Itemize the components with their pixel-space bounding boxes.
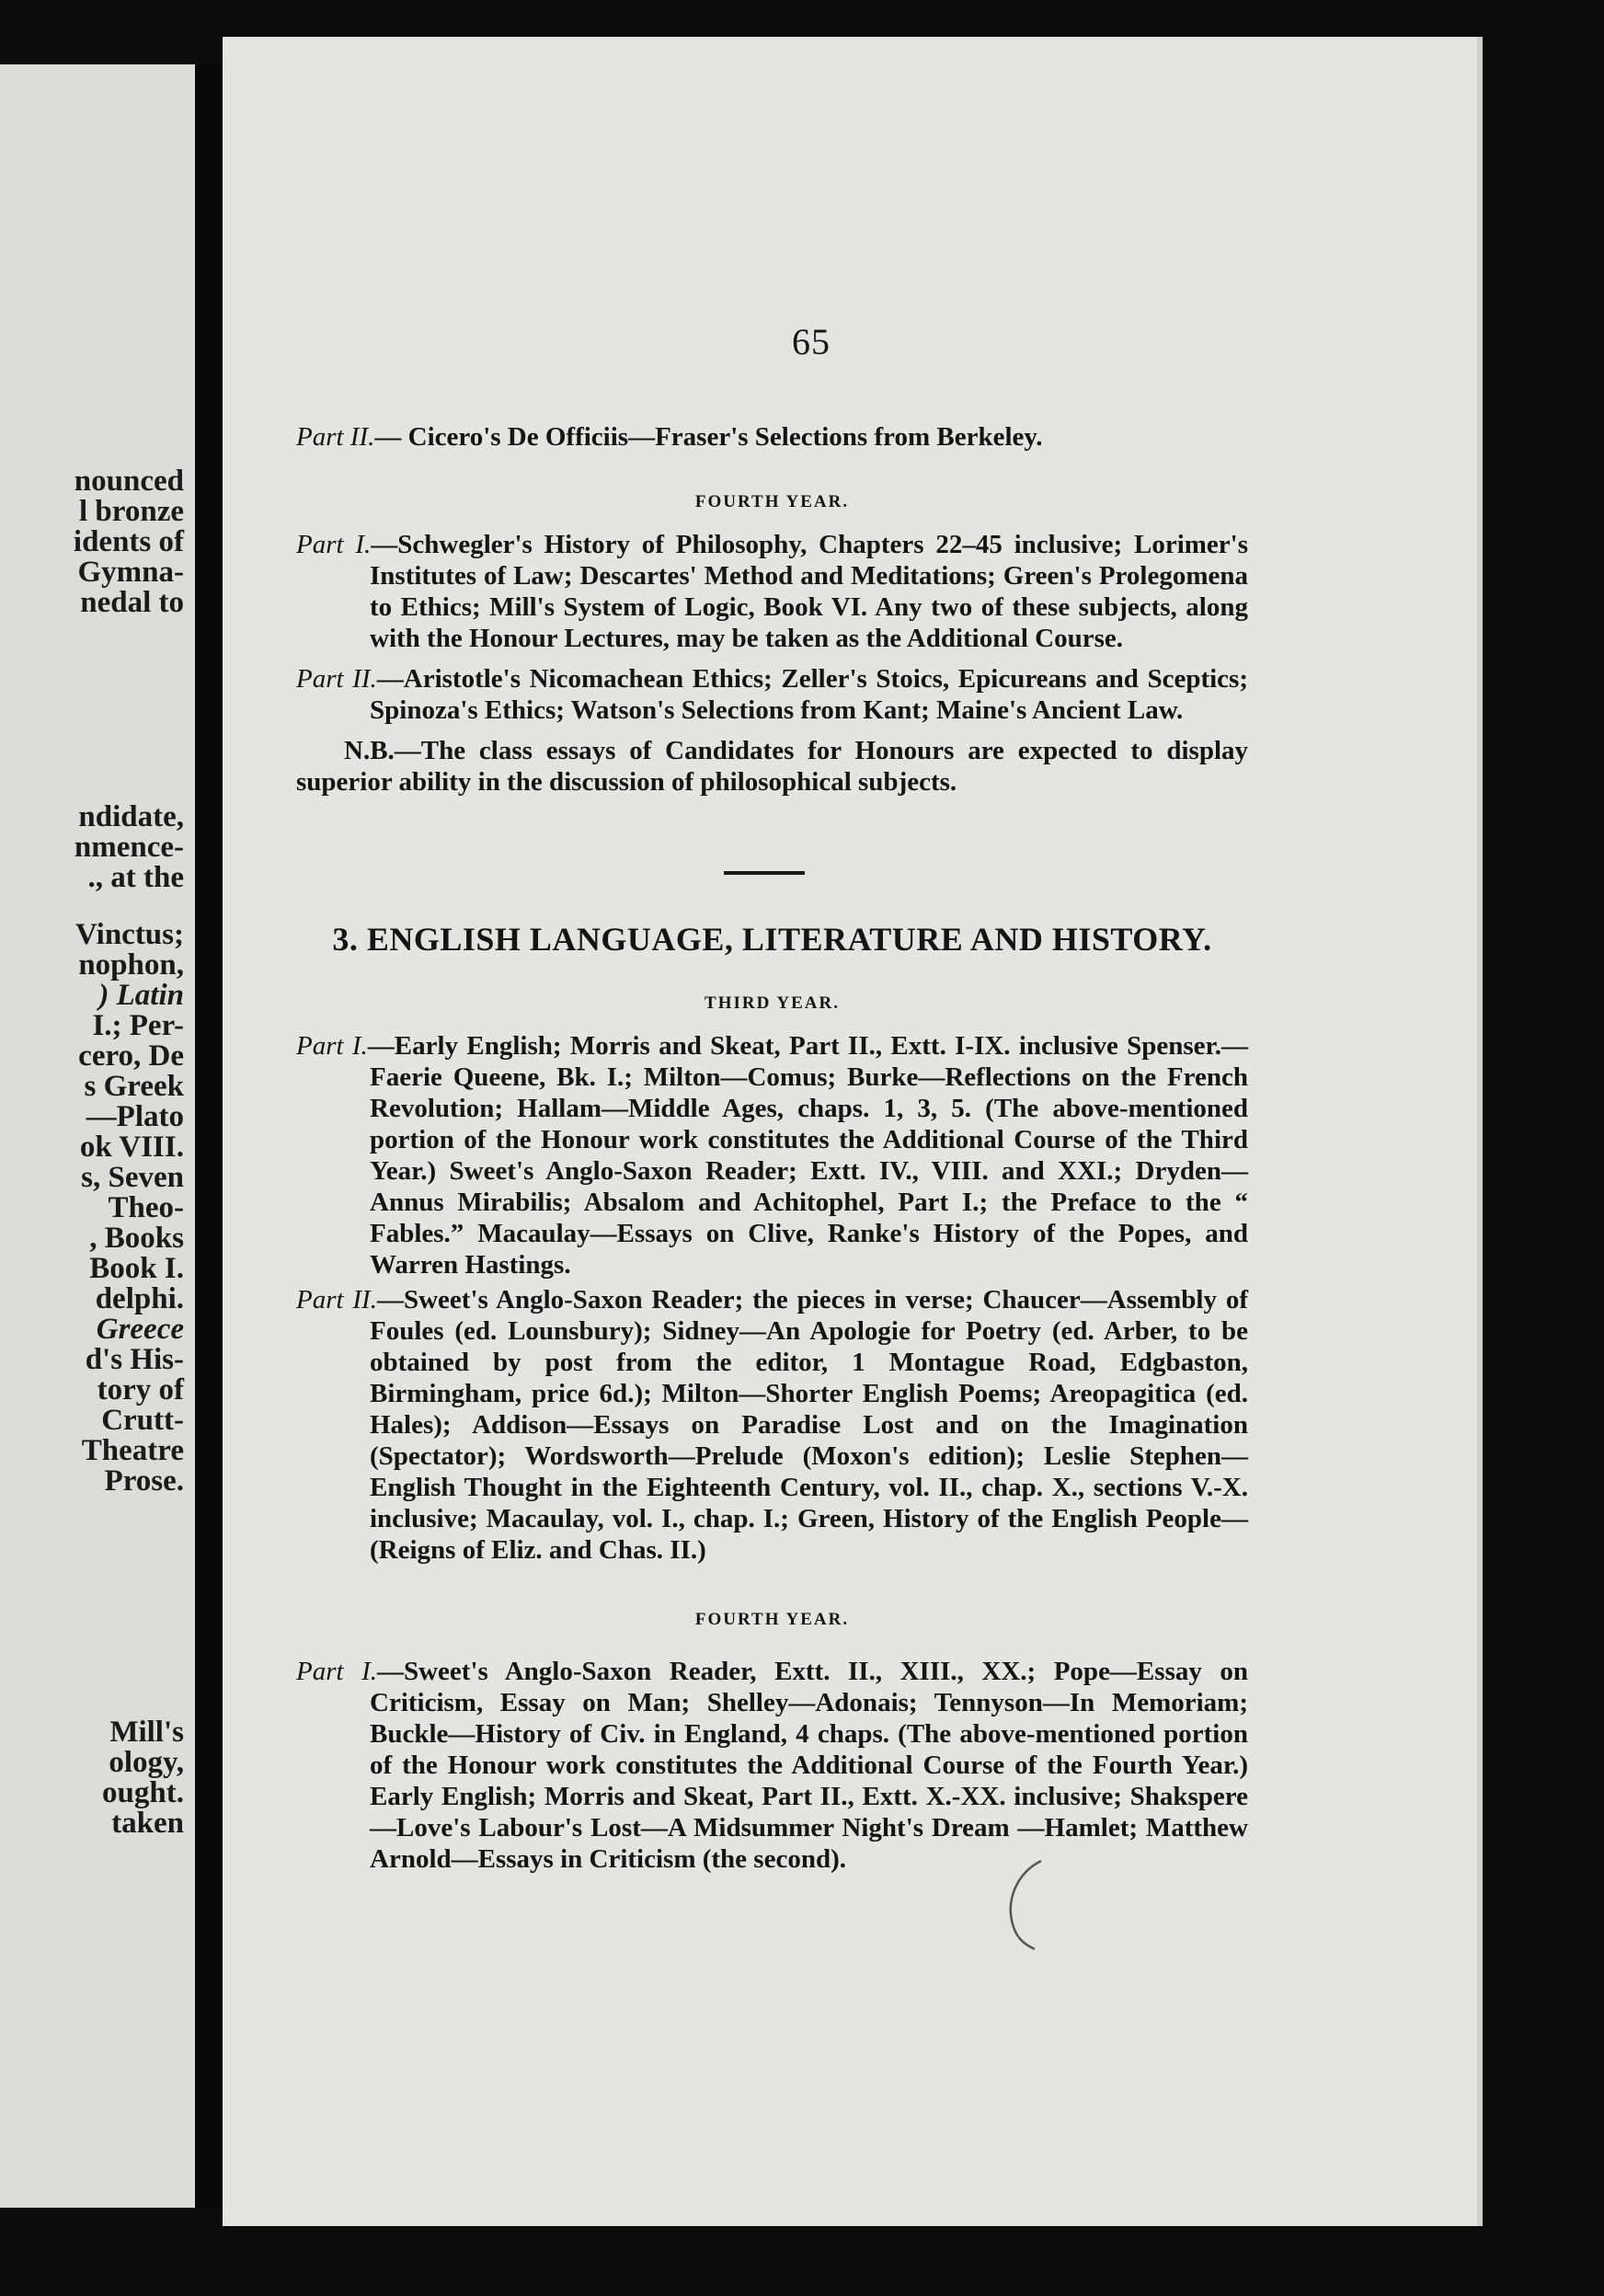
adjacent-page-line: s, Seven: [81, 1161, 184, 1194]
course-entry: [296, 421, 1248, 453]
adjacent-page-line: —Plato: [86, 1100, 184, 1133]
course-text: — Cicero's De Officiis—Fraser's Selections from Berkeley.: [374, 422, 1043, 452]
adjacent-page-line: ought.: [102, 1776, 184, 1809]
adjacent-page-line: ., at the: [87, 861, 184, 894]
english-fourth-year: [296, 1656, 1248, 1875]
adjacent-page-line: nmence-: [74, 831, 184, 864]
section-heading: 3. ENGLISH LANGUAGE, LITERATURE AND HISTORY.: [332, 921, 1212, 958]
course-entry: [296, 663, 1248, 726]
adjacent-page-line: tory of: [97, 1373, 184, 1406]
course-entry: [296, 1656, 1248, 1875]
adjacent-page-line: d's His-: [85, 1343, 184, 1376]
book-gutter: [195, 64, 223, 2208]
adjacent-page-fragment: [0, 64, 195, 2208]
adjacent-page-line: s Greek: [84, 1070, 184, 1103]
course-text: —Schwegler's History of Philosophy, Chapters 22–45 inclusive; Lorimer's Institutes of Law; Descartes' Method and Meditations; Green's Prolegomena to Ethics; Mill's System of Logic, Book VI. Any two of these subjects, along with the Honour Lectures, may be taken as the Additional Course.: [370, 530, 1248, 653]
page-edge: [1477, 37, 1483, 2226]
adjacent-page-line: Book I.: [89, 1252, 184, 1285]
page-number: 65: [792, 321, 831, 362]
part-label: Part II.: [296, 1285, 377, 1314]
course-entry: [296, 1030, 1248, 1280]
honours-note: N.B.—The class essays of Candidates for Honours are expected to display superior ability in the discussion of philosophical subjects.: [296, 736, 1248, 797]
adjacent-page-line: ) Latin: [98, 979, 184, 1012]
adjacent-page-line: Greece: [96, 1313, 184, 1346]
part-label: Part II.: [296, 664, 377, 694]
year-heading: FOURTH YEAR.: [694, 1610, 850, 1629]
part-ii-paragraph: [296, 421, 1248, 453]
adjacent-page-line: Vinctus;: [75, 918, 184, 951]
course-entry: [296, 1284, 1248, 1566]
adjacent-page-line: delphi.: [95, 1282, 184, 1315]
adjacent-page-line: idents of: [73, 525, 184, 558]
course-text: —Aristotle's Nicomachean Ethics; Zeller's Stoics, Epicureans and Sceptics; Spinoza's Ethics; Watson's Selections from Kant; Maine's Ancient Law.: [370, 664, 1248, 725]
year-heading: THIRD YEAR.: [705, 993, 840, 1013]
year-heading: FOURTH YEAR.: [694, 492, 850, 511]
part-label: Part II.: [296, 422, 375, 452]
adjacent-page-line: I.; Per-: [92, 1009, 184, 1042]
adjacent-page-line: cero, De: [78, 1039, 184, 1073]
adjacent-page-line: ology,: [109, 1746, 184, 1779]
philosophy-fourth-year: [296, 529, 1248, 798]
course-text: —Early English; Morris and Skeat, Part II., Extt. I-IX. inclusive Spenser.—Faerie Queene, Bk. I.; Milton—Comus; Burke—Reflections on the French Revolution; Hallam—Middle Ages, chaps. 1, 3, 5. (The above-mentioned portion of the Honour work constitutes the Additional Course of the Third Year.) Sweet's Anglo-Saxon Reader; Extt. IV., VIII. and XXI.; Dryden—Annus Mirabilis; Absalom and Achitophel, Part I.; the Preface to the “ Fables.” Macaulay—Essays on Clive, Ranke's History of the Popes, and Warren Hastings.: [367, 1031, 1249, 1280]
adjacent-page-line: Theatre: [81, 1434, 184, 1467]
english-third-year: [296, 1030, 1248, 1566]
adjacent-page-line: nedal to: [80, 586, 184, 619]
adjacent-page-line: nophon,: [78, 948, 184, 982]
adjacent-page-line: nounced: [74, 465, 184, 498]
adjacent-page-line: taken: [111, 1807, 184, 1840]
document-page: [223, 37, 1483, 2226]
adjacent-page-line: Gymna-: [77, 556, 184, 589]
adjacent-page-line: Prose.: [104, 1464, 184, 1498]
part-label: Part I.: [296, 1031, 368, 1061]
section-divider: [724, 871, 805, 875]
part-label: Part I.: [296, 530, 372, 559]
course-entry: [296, 529, 1248, 654]
pencil-mark: [1000, 1854, 1055, 1955]
adjacent-page-line: , Books: [89, 1222, 184, 1255]
course-text: —Sweet's Anglo-Saxon Reader; the pieces in verse; Chaucer—Assembly of Foules (ed. Lounsbury); Sidney—An Apologie for Poetry (ed. Arber, to be obtained by post from the editor, 1 Montague Road, Edgbaston, Birmingham, price 6d.); Milton—Shorter English Poems; Areopagitica (ed. Hales); Addison—Essays on Paradise Lost and on the Imagination (Spectator); Wordsworth—Prelude (Moxon's edition); Leslie Stephen—English Thought in the Eighteenth Century, vol. II., chap. X., sections V.-X. inclusive; Macaulay, vol. I., chap. I.; Green, History of the English People—(Reigns of Eliz. and Chas. II.): [370, 1285, 1248, 1565]
part-label: Part I.: [296, 1657, 377, 1686]
adjacent-page-line: l bronze: [79, 495, 184, 528]
adjacent-page-line: ndidate,: [78, 800, 184, 833]
adjacent-page-line: ok VIII.: [79, 1131, 184, 1164]
adjacent-page-line: Theo-: [108, 1191, 184, 1224]
adjacent-page-line: Crutt-: [101, 1404, 184, 1437]
adjacent-page-line: Mill's: [109, 1716, 184, 1749]
course-text: —Sweet's Anglo-Saxon Reader, Extt. II., XIII., XX.; Pope—Essay on Criticism, Essay on Man; Shelley—Adonais; Tennyson—In Memoriam; Buckle—History of Civ. in England, 4 chaps. (The above-mentioned portion of the Honour work constitutes the Additional Course of the Fourth Year.) Early English; Morris and Skeat, Part II., Extt. X.-XX. inclusive; Shakspere—Love's Labour's Lost—A Midsummer Night's Dream —Hamlet; Matthew Arnold—Essays in Criticism (the second).: [370, 1657, 1248, 1874]
